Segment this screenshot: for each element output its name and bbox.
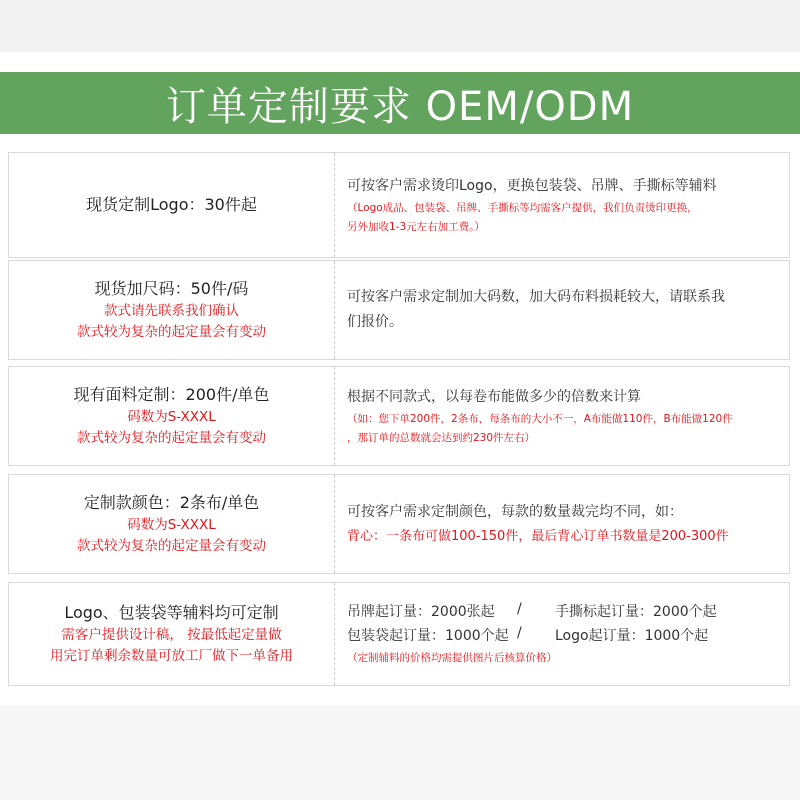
row-red-note: 款式较为复杂的起定量会有变动 xyxy=(77,430,266,446)
page-title: 订单定制要求 OEM/ODM xyxy=(165,83,635,130)
min-order-item: 包装袋起订量：1000个起 xyxy=(347,627,509,644)
min-order-item: 手撕标起订量：2000个起 xyxy=(555,603,717,620)
row-note: 另外加收1-3元左右加工费。） xyxy=(347,220,485,233)
row-right-cell xyxy=(347,153,783,257)
top-background xyxy=(0,0,800,52)
min-order-grid xyxy=(347,601,783,645)
separator: / xyxy=(517,600,522,617)
row-red-note: 需客户提供设计稿， 按最低起定量做 xyxy=(61,627,282,643)
row-right-cell xyxy=(347,367,783,465)
column-divider xyxy=(334,367,335,465)
row-note: （定制辅料的价格均需提供图片后核算价格） xyxy=(347,651,557,664)
table-row xyxy=(8,582,790,686)
row-left-cell xyxy=(9,153,334,257)
separator: / xyxy=(517,624,522,641)
row-red-note: 款式较为复杂的起定量会有变动 xyxy=(77,538,266,554)
row-right-cell xyxy=(347,261,783,359)
min-order-item: Logo起订量：1000个起 xyxy=(555,627,709,644)
table-row xyxy=(8,366,790,466)
table-row xyxy=(8,260,790,360)
table-row xyxy=(8,152,790,258)
row-left-cell xyxy=(9,261,334,359)
row-left-cell xyxy=(9,475,334,573)
row-description: 们报价。 xyxy=(347,314,403,330)
row-red-example: 背心：一条布可做100-150件，最后背心订单书数量是200-300件 xyxy=(347,528,729,544)
min-order-item: 吊牌起订量：2000张起 xyxy=(347,603,495,620)
row-note: （如：您下单200件，2条布，每条布的大小不一，A布能做110件，B布能做120件 xyxy=(347,412,733,425)
row-title: 现货定制Logo：30件起 xyxy=(86,195,257,214)
row-title: 现货加尺码：50件/码 xyxy=(94,279,249,298)
column-divider xyxy=(334,475,335,573)
row-right-cell xyxy=(347,583,783,685)
row-description: 可按客户需求烫印Logo，更换包装袋、吊牌、手撕标等辅料 xyxy=(347,177,717,194)
row-description: 可按客户需求定制加大码数，加大码布料损耗较大，请联系我 xyxy=(347,289,725,305)
row-title: Logo、包装袋等辅料均可定制 xyxy=(64,603,279,622)
row-red-note: 款式较为复杂的起定量会有变动 xyxy=(77,324,266,340)
row-red-note: 款式请先联系我们确认 xyxy=(104,303,239,319)
row-left-cell xyxy=(9,367,334,465)
row-description: 根据不同款式，以每卷布能做多少的倍数来计算 xyxy=(347,388,641,405)
row-red-note: 用完订单剩余数量可放工厂做下一单备用 xyxy=(50,648,293,664)
row-left-cell xyxy=(9,583,334,685)
row-red-note: 码数为S-XXXL xyxy=(127,409,216,425)
bottom-background xyxy=(0,705,800,800)
row-right-cell xyxy=(347,475,783,573)
column-divider xyxy=(334,583,335,685)
column-divider xyxy=(334,261,335,359)
row-description: 可按客户需求定制颜色，每款的数量裁完均不同，如： xyxy=(347,503,683,520)
row-title: 现有面料定制：200件/单色 xyxy=(73,385,270,404)
row-note: ，那订单的总数就会达到约230件左右） xyxy=(347,431,536,444)
row-note: （Logo成品、包装袋、吊牌、手撕标等均需客户提供，我们负责烫印更换， xyxy=(347,201,698,214)
row-title: 定制款颜色：2条布/单色 xyxy=(83,493,260,512)
table-row xyxy=(8,474,790,574)
title-banner xyxy=(0,72,800,134)
row-red-note: 码数为S-XXXL xyxy=(127,517,216,533)
column-divider xyxy=(334,153,335,257)
